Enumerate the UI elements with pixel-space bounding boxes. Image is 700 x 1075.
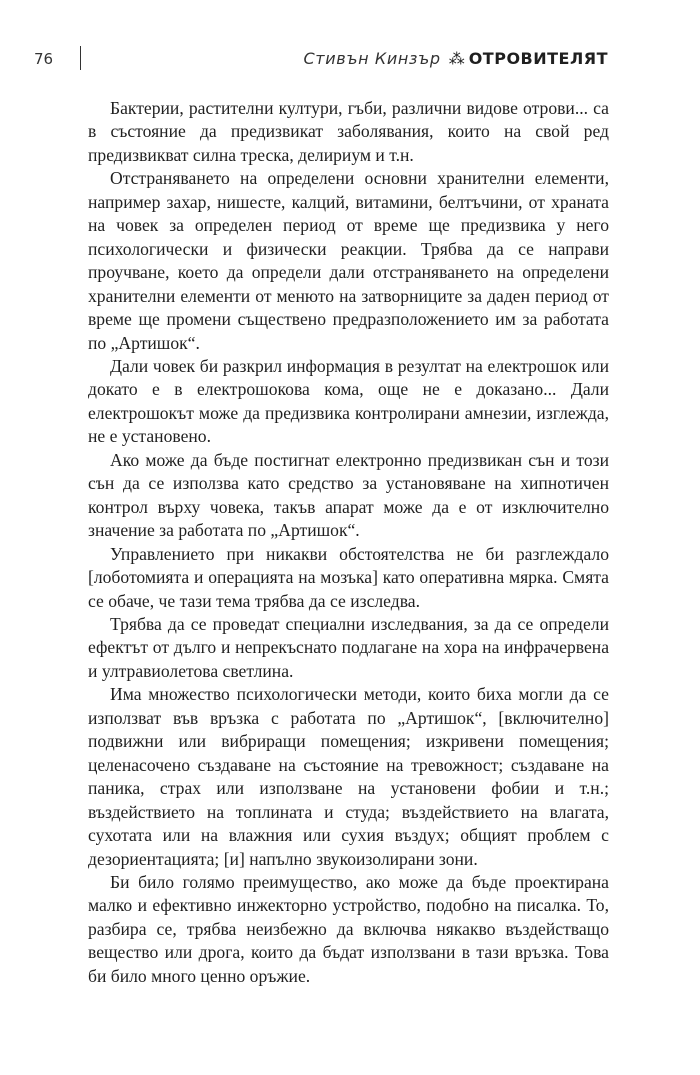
paragraph: Бактерии, растителни култури, гъби, различни видове отрови... са в състояние да предизвикат заболявания, които на свой ред предизвикват силна треска, делириум и т.н. [88, 98, 609, 165]
running-header [34, 44, 608, 78]
book-title: ОТРОВИТЕЛЯТ [468, 49, 608, 68]
paragraph: Отстраняването на определени основни хранителни елементи, например захар, нишесте, калций, витамини, белтъчини, от храната на човек за определен период от време ще предизвика у него психологически и физически реакции. Трябва да се направи проучване, което да определи дали отстраняването на определени хранителни елементи от менюто на затворниците за даден период от време ще промени съществено предразположението им за работата по „Артишок“. [88, 168, 609, 353]
page-number: 76 [34, 50, 54, 68]
paragraph: Има множество психологически методи, които биха могли да се използват във връзка с работата по „Артишок“, [включително] подвижни или вибриращи помещения; изкривени помещения; целенасочено създаване на състояние на тревожност; създаване на паника, страх или използване на установени фобии и т.н.; въздействието на топлината и студа; въздействието на влагата, сухотата или на влажния или сухия въздух; общият проблем с дезориентацията; [и] напълно звукоизолирани зони. [88, 684, 609, 869]
page-number-divider [80, 46, 81, 70]
paragraph: Трябва да се проведат специални изследвания, за да се определи ефектът от дълго и непрекъснато подлагане на хора на инфрачервена и ултравиолетова светлина. [88, 613, 609, 681]
author-name: Стивън Кинзър [303, 49, 441, 68]
paragraph: Управлението при никакви обстоятелства не би разглеждало [лоботомията и операцията на мозъка] като оперативна мярка. Смята се обаче, че тази тема трябва да се изследва. [88, 543, 609, 611]
ornament-icon: ⁂ [448, 51, 465, 68]
paragraph: Дали човек би разкрил информация в резултат на електрошок или докато е в електрошокова кома, още не е доказано... Дали електрошокът може да предизвика контролирани амнезии, изглежда, не е установено. [88, 355, 609, 447]
paragraph: Би било голямо преимущество, ако може да бъде проектирана малко и ефективно инжекторно устройство, подобно на писалка. То, разбира се, трябва неизбежно да включва някакво въздействащо вещество или дрога, които да бъдат използвани в тази връзка. Това би било много ценно оръжие. [88, 871, 609, 986]
running-head [304, 49, 608, 69]
paragraph: Ако може да бъде постигнат електронно предизвикан сън и този сън да се използва като средство за установяване на хипнотичен контрол върху човека, такъв апарат може да е от изключително значение за работата по „Артишок“. [88, 449, 609, 541]
body-text [88, 97, 609, 988]
